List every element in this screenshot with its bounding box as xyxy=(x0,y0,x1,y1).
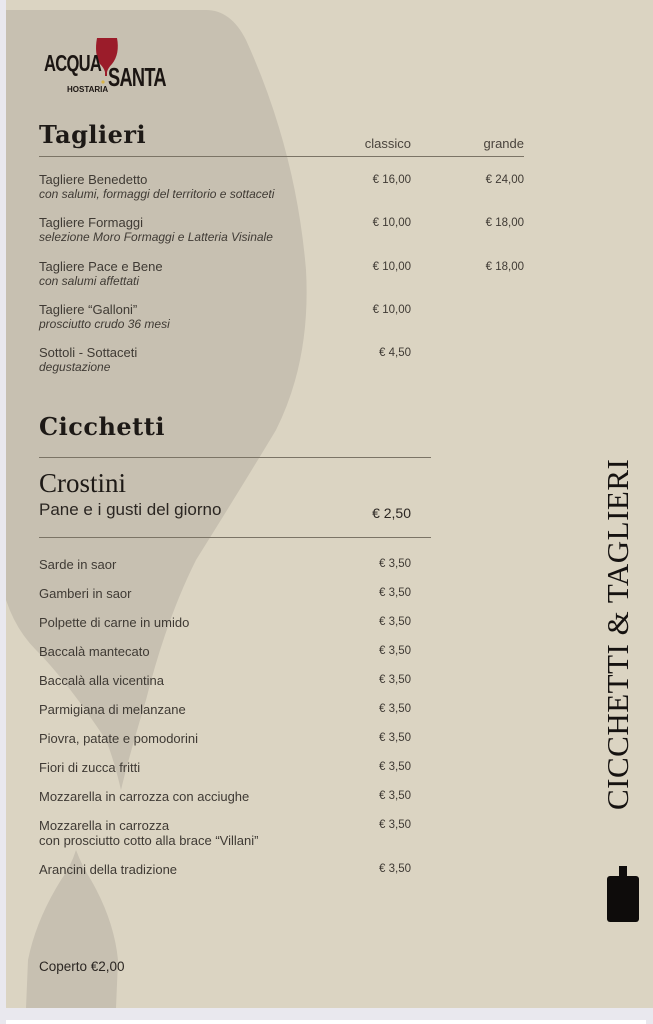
cicchetti-item: Polpette di carne in umido xyxy=(39,615,190,630)
column-header-grande: grande xyxy=(483,136,524,151)
cicchetti-item: Gamberi in saor xyxy=(39,586,132,601)
item-description: degustazione xyxy=(39,360,111,374)
menu-page xyxy=(6,0,653,1008)
price-grande: € 24,00 xyxy=(485,174,524,186)
item-price: € 3,50 xyxy=(379,732,411,744)
logo-word-acqua: ACQUA xyxy=(44,50,102,76)
cicchetti-item: Sarde in saor xyxy=(39,557,117,572)
divider xyxy=(39,156,524,157)
price-classico: € 10,00 xyxy=(372,261,411,273)
divider xyxy=(39,537,431,538)
crostini-description: Pane e i gusti del giorno xyxy=(39,500,222,519)
taglieri-item xyxy=(39,215,273,244)
item-price: € 3,50 xyxy=(379,863,411,875)
logo-word-santa: SANTA xyxy=(108,62,166,92)
item-description: prosciutto crudo 36 mesi xyxy=(39,317,170,331)
side-title: CICCHETTI & TAGLIERI xyxy=(600,458,635,810)
taglieri-title: Taglieri xyxy=(39,120,147,149)
item-price: € 3,50 xyxy=(379,645,411,657)
item-price: € 3,50 xyxy=(379,819,411,831)
cicchetti-item: Arancini della tradizione xyxy=(39,862,178,877)
price-classico: € 10,00 xyxy=(372,217,411,229)
crostini-price: € 2,50 xyxy=(372,505,411,521)
taglieri-item xyxy=(39,172,274,201)
taglieri-item xyxy=(39,259,163,288)
coperto-charge: Coperto €2,00 xyxy=(39,959,125,974)
price-classico: € 10,00 xyxy=(372,304,411,316)
cicchetti-item: Baccalà alla vicentina xyxy=(39,673,165,688)
item-price: € 3,50 xyxy=(379,674,411,686)
item-price: € 3,50 xyxy=(379,616,411,628)
crostini-title: Crostini xyxy=(39,468,127,498)
cicchetti-item: Mozzarella in carrozza con acciughe xyxy=(39,789,250,804)
item-name: Tagliere Formaggi xyxy=(39,215,144,230)
cicchetti-item: Parmigiana di melanzane xyxy=(39,702,186,717)
item-name: Sottoli - Sottaceti xyxy=(39,345,138,360)
logo-subtitle: HOSTARIA xyxy=(67,85,109,94)
divider xyxy=(39,457,431,458)
item-name-line2: con prosciutto cotto alla brace “Villani” xyxy=(39,833,259,848)
taglieri-item xyxy=(39,345,137,374)
item-description: con salumi affettati xyxy=(39,274,140,288)
cicchetti-item xyxy=(39,818,258,848)
next-page-edge xyxy=(6,1020,646,1024)
price-classico: € 16,00 xyxy=(372,174,411,186)
item-price: € 3,50 xyxy=(379,790,411,802)
taglieri-item xyxy=(39,302,170,331)
price-grande: € 18,00 xyxy=(485,217,524,229)
cicchetti-title: Cicchetti xyxy=(39,412,165,441)
item-name: Mozzarella in carrozza xyxy=(39,818,170,833)
item-name: Tagliere Benedetto xyxy=(39,172,148,187)
price-grande: € 18,00 xyxy=(485,261,524,273)
item-price: € 3,50 xyxy=(379,587,411,599)
restaurant-logo xyxy=(42,36,172,98)
item-description: con salumi, formaggi del territorio e sottaceti xyxy=(39,187,275,201)
column-header-classico: classico xyxy=(364,136,411,151)
cicchetti-item: Fiori di zucca fritti xyxy=(39,760,141,775)
item-description: selezione Moro Formaggi e Latteria Visinale xyxy=(39,230,273,244)
item-name: Tagliere Pace e Bene xyxy=(39,259,163,274)
cicchetti-item: Baccalà mantecato xyxy=(39,644,150,659)
bottle-icon xyxy=(607,866,639,922)
price-classico: € 4,50 xyxy=(379,347,411,359)
cicchetti-item: Piovra, patate e pomodorini xyxy=(39,731,198,746)
item-price: € 3,50 xyxy=(379,703,411,715)
item-price: € 3,50 xyxy=(379,761,411,773)
item-price: € 3,50 xyxy=(379,558,411,570)
item-name: Tagliere “Galloni” xyxy=(39,302,138,317)
